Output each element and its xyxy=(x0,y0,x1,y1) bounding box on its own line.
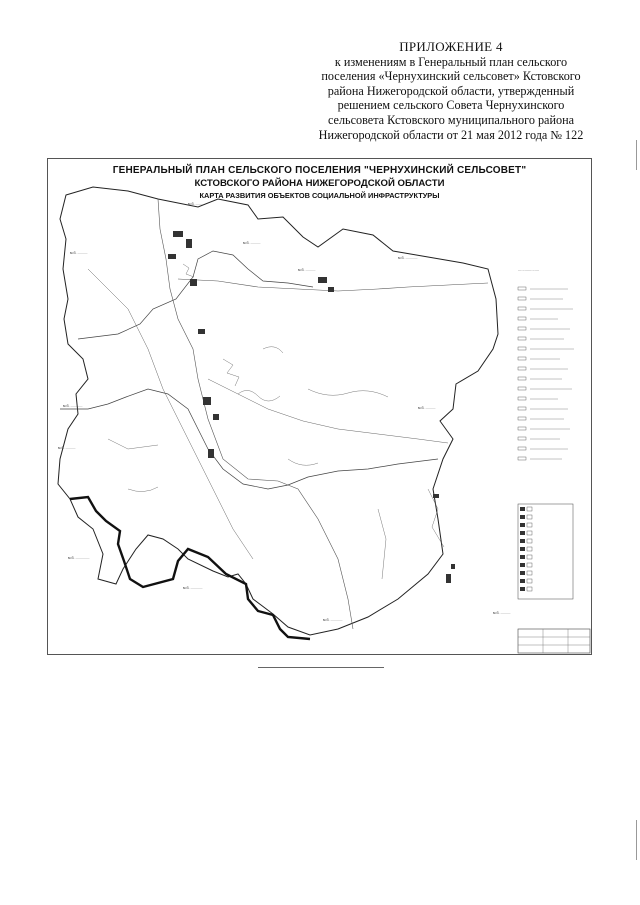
svg-text:м.б. ............: м.б. ............ xyxy=(323,618,343,622)
map-drawing xyxy=(48,159,593,656)
appendix-line-1: к изменениям в Генеральный план сельского xyxy=(334,54,568,69)
appendix-line-3: района Нижегородской области, утвержденный xyxy=(327,83,575,98)
road-line-3 xyxy=(88,269,253,559)
map-legend xyxy=(518,267,590,653)
appendix-line-4: решением сельского Совета Чернухинского xyxy=(337,98,565,113)
road-line xyxy=(158,199,353,629)
svg-text:м.б. ..........: м.б. .......... xyxy=(298,268,316,272)
map-sheet xyxy=(47,158,592,655)
place-labels xyxy=(58,202,511,622)
map-title-line-2: КСТОВСКОГО РАЙОНА НИЖЕГОРОДСКОЙ ОБЛАСТИ xyxy=(194,178,445,189)
appendix-title: ПРИЛОЖЕНИЕ 4 xyxy=(399,39,503,54)
settlement-boundary xyxy=(58,187,498,635)
map-title xyxy=(48,165,591,200)
svg-text:м.б. ..........: м.б. .......... xyxy=(493,611,511,615)
svg-text:м.б. ............: м.б. ............ xyxy=(63,404,83,408)
settlement-clusters xyxy=(168,231,455,583)
appendix-line-5: сельсовета Кстовского муниципального района xyxy=(327,112,575,127)
title-block xyxy=(518,629,590,653)
svg-text:м.б. ..........: м.б. .......... xyxy=(418,406,436,410)
district-boundary xyxy=(70,497,310,639)
legend-symbol-table xyxy=(518,504,573,599)
svg-text:...................: ................... xyxy=(518,267,540,272)
appendix-line-6: Нижегородской области от 21 мая 2012 года № 122 xyxy=(318,127,584,142)
svg-text:м.б. ..........: м.б. .......... xyxy=(243,241,261,245)
svg-text:м.б. ..........: м.б. .......... xyxy=(58,446,76,450)
map-title-line-1: ГЕНЕРАЛЬНЫЙ ПЛАН СЕЛЬСКОГО ПОСЕЛЕНИЯ "ЧЕРНУХИНСКИЙ СЕЛЬСОВЕТ" xyxy=(112,165,527,176)
map-texture xyxy=(108,264,444,579)
svg-text:м.б. ..........: м.б. .......... xyxy=(70,251,88,255)
bottom-rule xyxy=(258,667,384,668)
svg-text:м.б. ............: м.б. ............ xyxy=(183,586,203,590)
inner-boundary-2 xyxy=(60,389,438,489)
map-title-line-3: КАРТА РАЗВИТИЯ ОБЪЕКТОВ СОЦИАЛЬНОЙ ИНФРАСТРУКТУРЫ xyxy=(199,191,440,200)
scan-edge-mark xyxy=(636,140,637,170)
appendix-line-2: поселения «Чернухинский сельсовет» Кстовского xyxy=(321,69,581,84)
svg-text:м.б. ........: м.б. ........ xyxy=(188,202,204,206)
scan-edge-mark-2 xyxy=(636,820,637,860)
road-line-4 xyxy=(208,379,448,443)
svg-text:м.б. ............: м.б. ............ xyxy=(398,256,418,260)
inner-boundary xyxy=(78,251,313,339)
svg-text:м.б. ..............: м.б. .............. xyxy=(68,556,90,560)
appendix-header xyxy=(306,40,596,142)
